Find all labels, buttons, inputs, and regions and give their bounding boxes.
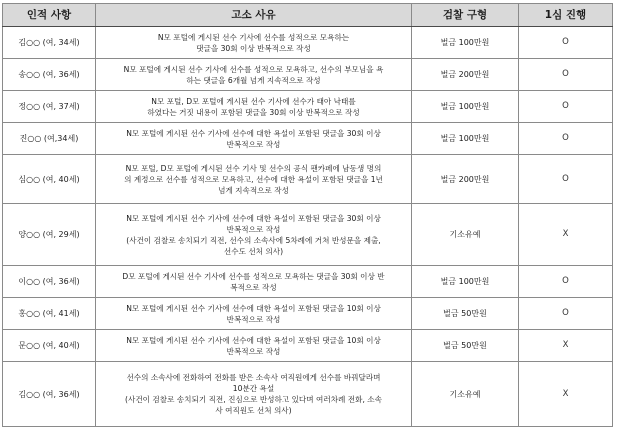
cell-prosecution: 벌금 100만원 (412, 123, 519, 155)
cell-reason (96, 204, 412, 266)
cell-prosecution: 벌금 50만원 (412, 298, 519, 330)
cell-person: 김○○ (여, 36세) (3, 362, 96, 427)
cell-reason (96, 266, 412, 298)
reason-line: 선수의 소속사에 전화하여 전화를 받은 소속사 여직원에게 선수를 바꿔달라며 (126, 373, 381, 382)
reason-line: N모 포털에 게시된 선수 기사에 선수를 성적으로 모욕하는 (157, 32, 350, 42)
cell-person: 홍○○ (여, 41세) (3, 298, 96, 330)
reason-line: D모 포털에 게시된 선수 기사에 선수를 성적으로 모욕하는 댓글을 30회 이상 반 (122, 271, 385, 281)
reason-line: 하였다는 거짓 내용이 포함된 댓글을 30회 이상 반복적으로 작성 (147, 107, 360, 117)
cell-prosecution: 벌금 100만원 (412, 91, 519, 123)
header-trial: 1심 진행 (519, 4, 613, 27)
reason-line: 의 계정으로 선수를 성적으로 모욕하고, 선수에 대한 욕설이 포함된 댓글을 1년 (124, 174, 383, 184)
cell-prosecution: 기소유예 (412, 204, 519, 266)
reason-line: 넘게 지속적으로 작성 (218, 185, 289, 195)
cell-prosecution: 벌금 200만원 (412, 155, 519, 204)
cell-prosecution: 벌금 100만원 (412, 27, 519, 59)
cell-person: 심○○ (여, 40세) (3, 155, 96, 204)
cell-person: 송○○ (여, 36세) (3, 59, 96, 91)
reason-line: 10분간 욕설 (232, 384, 275, 393)
cell-prosecution: 벌금 100만원 (412, 266, 519, 298)
reason-line: N모 포털에 게시된 선수 기사에 선수를 성적으로 모욕하고, 선수의 부모님을 욕 (123, 64, 384, 74)
cell-trial-status: O (519, 123, 613, 155)
reason-line: 복적으로 작성 (230, 282, 277, 292)
reason-line: (사건이 검찰로 송치되기 직전, 선수의 소속사에 5차례에 거쳐 반성문을 제출, (126, 235, 381, 245)
reason-line: N모 포털에 게시된 선수 기사에 선수에 대한 욕설이 포함된 댓글을 10회 이상 (126, 335, 381, 345)
table-row (3, 59, 613, 91)
cell-trial-status: O (519, 59, 613, 91)
cell-trial-status: X (519, 204, 613, 266)
cell-person: 이○○ (여, 36세) (3, 266, 96, 298)
cell-reason (96, 155, 412, 204)
header-reason: 고소 사유 (96, 4, 412, 27)
cell-reason (96, 27, 412, 59)
table-row (3, 27, 613, 59)
cell-trial-status: O (519, 27, 613, 59)
reason-line: 반복적으로 작성 (226, 224, 281, 234)
reason-line: 사 여직원도 선처 의사) (215, 406, 292, 415)
table-row (3, 123, 613, 155)
reason-line: (사건이 검찰로 송치되기 직전, 진심으로 반성하고 있다며 여러차례 전화, 소속 (125, 395, 382, 404)
cell-trial-status: O (519, 155, 613, 204)
reason-line: N모 포털에 게시된 선수 기사에 선수에 대한 욕설이 포함된 댓글을 10회 이상 (126, 303, 381, 313)
header-prosecution: 검찰 구형 (412, 4, 519, 27)
cell-reason (96, 91, 412, 123)
complaint-table-container (0, 3, 620, 448)
cell-reason (96, 330, 412, 362)
table-row (3, 91, 613, 123)
complaint-table (2, 3, 613, 427)
cell-reason (96, 362, 412, 427)
cell-person: 김○○ (여, 34세) (3, 27, 96, 59)
cell-person: 문○○ (여, 40세) (3, 330, 96, 362)
table-body (3, 27, 613, 427)
table-row (3, 362, 613, 427)
table-row (3, 298, 613, 330)
cell-trial-status: O (519, 91, 613, 123)
reason-line: 반복적으로 작성 (226, 314, 281, 324)
table-row (3, 266, 613, 298)
reason-line: N모 포털에 게시된 선수 기사에 선수에 대한 욕설이 포함된 댓글을 30회 이상 (126, 128, 381, 138)
cell-prosecution: 기소유예 (412, 362, 519, 427)
reason-line: 반복적으로 작성 (226, 346, 281, 356)
cell-trial-status: O (519, 266, 613, 298)
table-row (3, 330, 613, 362)
reason-line: 댓글을 30회 이상 반복적으로 작성 (196, 43, 311, 53)
table-row (3, 155, 613, 204)
reason-line: N모 포털, D모 포털에 게시된 선수 기사에 선수가 태아 낙태를 (151, 96, 356, 106)
cell-person: 정○○ (여, 37세) (3, 91, 96, 123)
cell-prosecution: 벌금 200만원 (412, 59, 519, 91)
cell-prosecution: 벌금 50만원 (412, 330, 519, 362)
cell-person: 진○○ (여,34세) (3, 123, 96, 155)
cell-trial-status: O (519, 298, 613, 330)
cell-reason (96, 298, 412, 330)
reason-line: 반복적으로 작성 (226, 139, 281, 149)
cell-reason (96, 59, 412, 91)
reason-line: 선수도 선처 의사) (223, 246, 284, 256)
reason-line: 하는 댓글을 6개월 넘게 지속적으로 작성 (186, 75, 321, 85)
cell-reason (96, 123, 412, 155)
reason-line: N모 포털에 게시된 선수 기사에 선수에 대한 욕설이 포함된 댓글을 30회 이상 (126, 213, 381, 223)
header-person: 인적 사항 (3, 4, 96, 27)
cell-trial-status: X (519, 330, 613, 362)
table-row (3, 204, 613, 266)
table-header-row (3, 4, 613, 27)
cell-person: 양○○ (여, 29세) (3, 204, 96, 266)
cell-trial-status: X (519, 362, 613, 427)
reason-line: N모 포털, D모 포털에 게시된 선수 기사 및 선수의 공식 팬카페에 남동생 명의 (125, 163, 382, 173)
